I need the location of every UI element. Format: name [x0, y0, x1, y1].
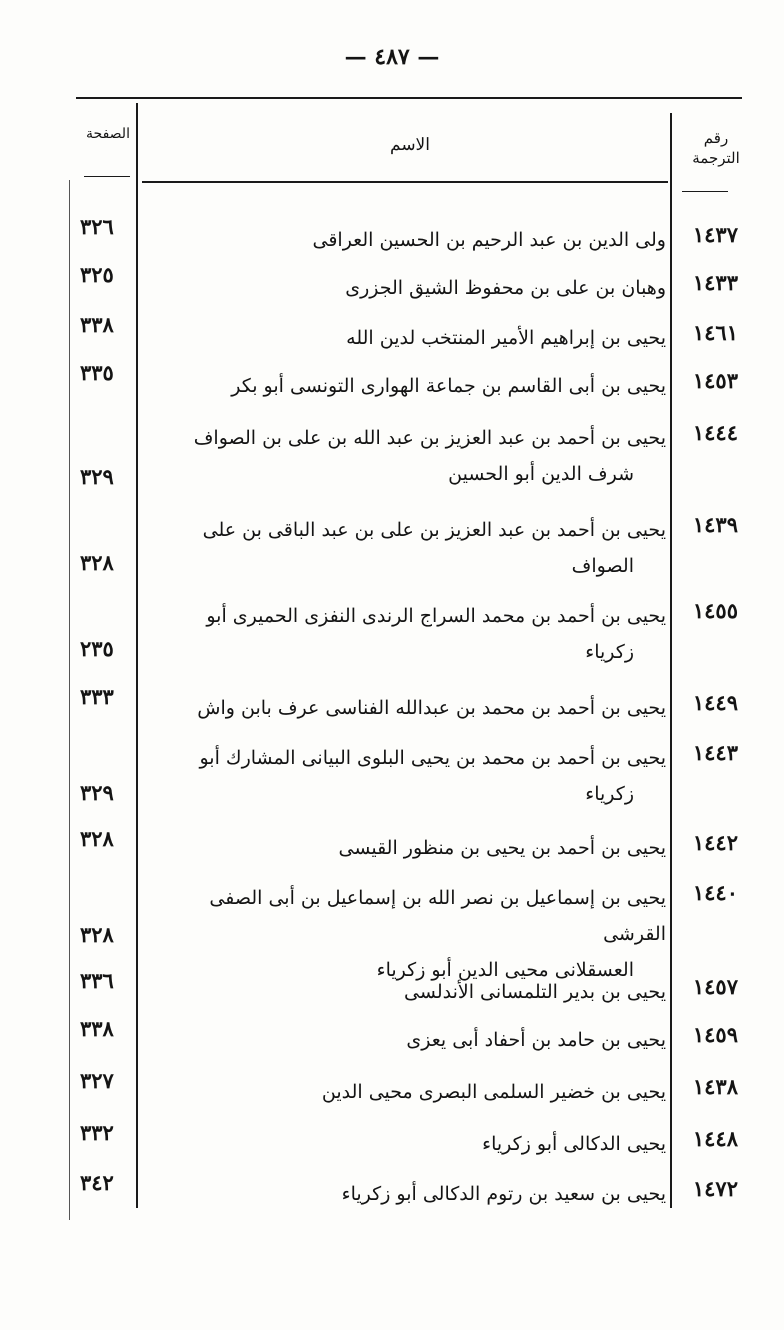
name-line-1: يحيى بن أحمد بن يحيى بن منظور القيسى: [338, 837, 666, 859]
translation-number: ١٤٣٨: [692, 1074, 738, 1099]
page-ref: ٣٣٨: [80, 1016, 114, 1041]
name-line-2: زكرياء: [585, 641, 634, 663]
page-ref: ٣٢٨: [80, 826, 114, 851]
person-name: [146, 830, 666, 866]
header-underline-number: [682, 191, 728, 192]
translation-number: ١٤٦١: [692, 320, 738, 345]
page-ref: ٣٢٩: [80, 780, 114, 805]
name-line-1: يحيى بن بدير التلمسانى الأندلسى: [404, 981, 666, 1003]
translation-number: ١٤٥٥: [692, 598, 738, 623]
name-line-2: زكرياء: [585, 783, 634, 805]
translation-number: ١٤٤٢: [692, 830, 738, 855]
translation-number: ١٤٣٩: [692, 512, 738, 537]
page-ref: ٣٣٢: [80, 1120, 114, 1145]
page-ref: ٣٣٥: [80, 360, 114, 385]
page-ref: ٣٢٧: [80, 1068, 114, 1093]
name-line-2: شرف الدين أبو الحسين: [448, 463, 634, 485]
person-name: [146, 222, 666, 258]
person-name: [146, 1022, 666, 1058]
person-name: [146, 1176, 666, 1212]
translation-number: ١٤٤٨: [692, 1126, 738, 1151]
translation-number: ١٤٥٣: [692, 368, 738, 393]
page-ref: ٣٢٨: [80, 922, 114, 947]
translation-number: ١٤٣٧: [692, 222, 738, 247]
person-name: [146, 598, 666, 670]
header-underline-name: [142, 181, 668, 183]
name-line-1: يحيى بن خضير السلمى البصرى محيى الدين: [321, 1081, 666, 1103]
translation-number: ١٤٤٠: [692, 880, 738, 905]
person-name: [146, 420, 666, 492]
name-line-1: يحيى بن أبى القاسم بن جماعة الهوارى التونسى أبو بكر: [231, 375, 666, 397]
name-line-1: وهبان بن على بن محفوظ الشيق الجزرى: [345, 277, 666, 299]
name-line-1: يحيى بن إسماعيل بن نصر الله بن إسماعيل بن أبى الصفى القرشى: [209, 887, 666, 945]
translation-number: ١٤٤٤: [692, 420, 738, 445]
header-page: الصفحة: [86, 126, 130, 142]
translation-number: ١٤٧٢: [692, 1176, 738, 1201]
header-number-line2: الترجمة: [692, 149, 740, 167]
person-name: [146, 1074, 666, 1110]
header-underline-page: [84, 176, 130, 177]
header-name: الاسم: [390, 135, 430, 155]
person-name: [146, 880, 666, 988]
translation-number: ١٤٥٩: [692, 1022, 738, 1047]
translation-number: ١٤٤٣: [692, 740, 738, 765]
person-name: [146, 690, 666, 726]
name-line-1: يحيى بن حامد بن أحفاد أبى يعزى: [406, 1029, 666, 1051]
name-line-1: يحيى بن أحمد بن عبد العزيز بن على بن عبد الباقى بن على: [202, 519, 666, 541]
translation-number: ١٤٣٣: [692, 270, 738, 295]
person-name: [146, 368, 666, 404]
page-ref: ٣٤٢: [80, 1170, 114, 1195]
header-number-line1: رقم: [703, 129, 729, 147]
page-ref: ٣٣٣: [80, 684, 114, 709]
person-name: [146, 1126, 666, 1162]
name-line-1: يحيى بن أحمد بن عبد العزيز بن عبد الله بن على بن الصواف: [193, 427, 666, 449]
name-line-2: الصواف: [571, 555, 634, 577]
outer-left-rule: [69, 180, 70, 1220]
page-number: — ٤٨٧ —: [344, 44, 440, 70]
name-line-1: يحيى بن إبراهيم الأمير المنتخب لدين الله: [346, 327, 666, 349]
person-name: [146, 512, 666, 584]
page-ref: ٣٢٥: [80, 262, 114, 287]
person-name: [146, 974, 666, 1010]
page-ref: ٣٣٨: [80, 312, 114, 337]
translation-number: ١٤٥٧: [692, 974, 738, 999]
name-line-1: يحيى بن أحمد بن محمد بن يحيى البلوى البيانى المشارك أبو: [199, 747, 666, 769]
translation-number: ١٤٤٩: [692, 690, 738, 715]
column-divider-left: [136, 103, 138, 1208]
page-ref: ٣٢٨: [80, 550, 114, 575]
name-line-2: العسقلانى محيى الدين أبو زكرياء: [376, 959, 634, 981]
name-line-1: ولى الدين بن عبد الرحيم بن الحسين العراقى: [312, 229, 666, 251]
name-line-1: يحيى بن سعيد بن رتوم الدكالى أبو زكرياء: [341, 1183, 666, 1205]
person-name: [146, 320, 666, 356]
page-ref: ٣٢٩: [80, 464, 114, 489]
page-ref: ٣٣٦: [80, 968, 114, 993]
person-name: [146, 270, 666, 306]
page-ref: ٣٢٦: [80, 214, 114, 239]
person-name: [146, 740, 666, 812]
name-line-1: يحيى بن أحمد بن محمد السراج الرندى النفزى الحميرى أبو: [206, 605, 666, 627]
header-translation-number: [686, 128, 746, 168]
top-rule: [76, 97, 742, 99]
name-line-1: يحيى الدكالى أبو زكرياء: [482, 1133, 666, 1155]
name-line-1: يحيى بن أحمد بن محمد بن عبدالله الفناسى عرف بابن واش: [197, 697, 666, 719]
page-ref: ٢٣٥: [80, 636, 114, 661]
